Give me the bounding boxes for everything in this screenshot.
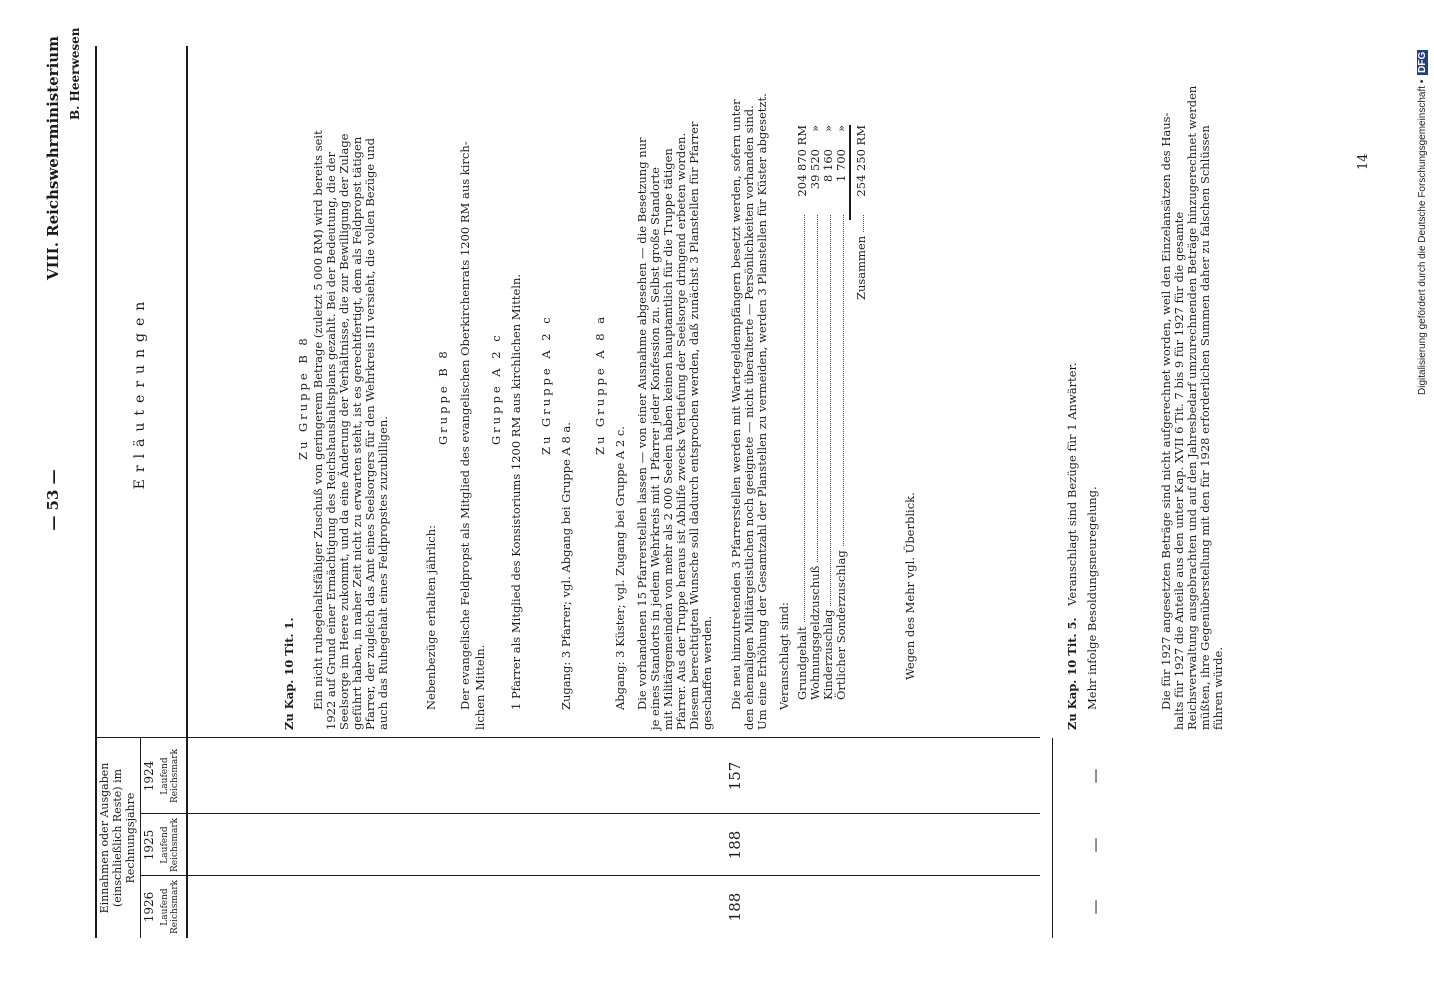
- cost-items: [796, 125, 848, 700]
- row-rule-tit5: [1052, 738, 1053, 938]
- nebenbezuege-line: Nebenbezüge erhalten jährlich:: [424, 524, 438, 710]
- top-rule: [95, 46, 97, 938]
- total-row: [855, 125, 868, 300]
- closing-line-1: Die für 1927 angesetzten Beträge sind nicht aufgerechnet worden, weil den Einzelansätzen des Haus-: [1159, 112, 1173, 710]
- gruppe-a2c: Gruppe A 2 c: [489, 332, 503, 445]
- cost-item-unit: »: [808, 125, 822, 133]
- mehr-line: Wegen des Mehr vgl. Überblick.: [903, 492, 917, 680]
- p1-line-2: 1922 auf Grund einer Ermächtigung des Reichshaushaltsplans gezahlt. Bei der Bedeutung, die der: [324, 151, 338, 730]
- p1-line-5: Pfarrer, der zugleich das Amt eines Seelsorgers für den Wehrkreis III versieht, die vollen Bezüge und: [363, 137, 377, 730]
- p3-line-3: Um eine Erhöhung der Gesamtzahl der Planstellen zu vermeiden, werden 3 Planstellen für Küster abgesetzt.: [755, 93, 769, 730]
- total-unit: RM: [854, 125, 868, 146]
- footer-number: 14: [1356, 153, 1371, 170]
- value-1926-tit1: 188: [726, 892, 744, 922]
- veranschlagt-label: Veranschlagt sind:: [777, 602, 791, 710]
- p1-line-3: Seelsorge im Heere zukommt, und da eine Änderung der Verhältnisse, die zur Bewilligung der Zulage: [337, 133, 351, 730]
- year-1924: 1924: [142, 760, 156, 792]
- year-1926: 1926: [142, 891, 156, 923]
- year-1925: 1925: [142, 829, 156, 861]
- cost-item-amount: 39 520: [808, 149, 822, 190]
- tit1-paragraph-2: [635, 121, 714, 730]
- cost-item-sonderzuschlag: [835, 125, 848, 700]
- closing-line-5: führen würde.: [1211, 646, 1225, 730]
- cost-item-label: Örtlicher Sonderzuschlag: [834, 550, 848, 700]
- ministry-title: VIII. Reichswehrministerium: [44, 35, 62, 280]
- p3-line-2: den ehemaligen Militärgeistlichen noch geeignete — nicht überalterte — Persönlichkeiten vorhanden sind.: [742, 105, 756, 730]
- col-sep-3: [95, 737, 1040, 738]
- closing-line-3: Reichsverwaltung ausgebrachten und auf den Jahresbedarf umzurechnenden Beträge hinzugerechnet werden: [1185, 85, 1199, 730]
- header-rule: [186, 46, 188, 938]
- p2-line-5: Diesem berechtigten Wunsche soll dadurch entsprochen werden, daß zunächst 3 Planstellen für Pfarrer: [687, 121, 701, 730]
- unit-1924: Laufend Reichsmark: [160, 748, 180, 804]
- p2-line-6: geschaffen werden.: [700, 615, 714, 730]
- cost-item-amount: 1 700: [834, 149, 848, 182]
- kap10-tit5-line2: Mehr infolge Besoldungsneuregelung.: [1085, 486, 1099, 710]
- cost-item-unit: »: [821, 125, 835, 133]
- kap10-tit5-heading: Zu Kap. 10 Tit. 5.: [1065, 617, 1079, 730]
- kap10-tit1-heading: Zu Kap. 10 Tit. 1.: [282, 617, 296, 730]
- watermark-text: Digitalisierung gefördert durch die Deutsche Forschungsgemeinschaft •: [1417, 79, 1428, 395]
- a2c-line: 1 Pfarrer als Mitglied des Konsistoriums 1200 RM aus kirchlichen Mitteln.: [509, 273, 523, 710]
- p1-line-6: auch das Ruhegehalt eines Feldpropstes zuzubilligen.: [376, 416, 390, 730]
- zu-gruppe-b8: Zu Gruppe B 8: [296, 335, 310, 460]
- cost-item-label: Kinderzuschlag: [821, 609, 835, 700]
- value-1926-tit5: —: [1086, 899, 1104, 915]
- cost-item-label: Wohnungsgeldzuschuß: [808, 565, 822, 700]
- total-label: Zusammen: [854, 235, 868, 300]
- kap10-tit5-heading-rest: Veranschlagt sind Bezüge für 1 Anwärter.: [1065, 362, 1079, 606]
- closing-paragraph: [1159, 85, 1225, 730]
- value-1924-tit5: —: [1086, 768, 1104, 784]
- cost-item-amount: 8 160: [821, 149, 835, 182]
- abgang-line: Abgang: 3 Küster; vgl. Zugang bei Gruppe A 2 c.: [613, 426, 627, 710]
- kap10-tit5-heading-row: [1066, 363, 1079, 730]
- dfg-logo: DFG: [1417, 51, 1428, 73]
- zu-gruppe-a8a: Zu Gruppe A 8 a: [593, 313, 607, 455]
- unit-1925: Laufend Reichsmark: [160, 817, 180, 872]
- p1-line-1: Ein nicht ruhegehaltsfähiger Zuschuß von geringerem Betrage (zuletzt 5 000 RM) wird bereits seit: [311, 130, 325, 710]
- page-number: — 53 —: [44, 469, 62, 531]
- value-1925-tit1: 188: [726, 830, 744, 860]
- explanations-title: Erläuterungen: [132, 294, 148, 490]
- amounts-group-header: Einnahmen oder Ausgaben (einschließlich Reste) im Rechnungsjahre: [98, 762, 137, 914]
- p2-line-4: Pfarrer. Aus der Truppe heraus ist Abhilfe zwecks Vertiefung der Seelsorge dringend erbeten worden.: [674, 132, 688, 730]
- cost-item-amount: 204 870: [795, 149, 809, 197]
- cost-item-unit: RM: [795, 125, 809, 146]
- sum-rule: [849, 125, 851, 220]
- p3-line-1: Die neu hinzutretenden 3 Pfarrerstellen werden mit Wartegeldempfängern besetzt werden, sofern unter: [729, 99, 743, 710]
- tit1-paragraph-1: [311, 130, 390, 730]
- b8-line-2: lichen Mitteln.: [473, 644, 487, 730]
- gruppe-b8: Gruppe B 8: [436, 348, 450, 445]
- p1-line-4: geführt haben, in naher Zeit nicht zu erwarten steht, ist es gerechtfertigt, dem als Feldpropst tätigen: [350, 136, 364, 730]
- value-1925-tit5: —: [1086, 837, 1104, 853]
- unit-1926: Laufend Reichsmark: [160, 879, 180, 934]
- col-sep-1: [140, 875, 1040, 876]
- p2-line-2: je eines Standorts in jedem Wehrkreis mit 1 Pfarrer jeder Konfession zu. Selbst große Standorte: [648, 167, 662, 730]
- p2-line-3: mit Militärgemeinden von mehr als 2 000 Seelen haben keinen hauptamtlich für die Truppe tätigen: [661, 148, 675, 730]
- p2-line-1: Die vorhandenen 15 Pfarrerstellen lassen — von einer Ausnahme abgesehen — die Besetzung nur: [635, 137, 649, 710]
- closing-line-4: müßten, ihre Gegenüberstellung mit den für 1928 erforderlichen Summen daher zu falschen Schlüssen: [1198, 125, 1212, 730]
- section-title: B. Heerwesen: [68, 27, 82, 120]
- closing-line-2: halts für 1927 die Anteile aus den unter Kap. XVII 6 Tit. 7 bis 9 für 1927 für die gesamte: [1172, 211, 1186, 730]
- total-amount: 254 250: [854, 149, 868, 197]
- value-1924-tit1: 157: [726, 761, 744, 791]
- cost-item-unit: »: [834, 125, 848, 133]
- year-row-rule: [140, 738, 141, 938]
- col-sep-2: [140, 813, 1040, 814]
- zugang-line: Zugang: 3 Pfarrer; vgl. Abgang bei Gruppe A 8 a.: [559, 422, 573, 710]
- zu-gruppe-a2c: Zu Gruppe A 2 c: [539, 314, 553, 455]
- cost-item-label: Grundgehalt: [795, 626, 809, 700]
- b8-line: Der evangelische Feldpropst als Mitglied des evangelischen Oberkirchenrats 1200 RM aus kirch-: [458, 141, 472, 710]
- tit1-paragraph-3: [729, 93, 769, 730]
